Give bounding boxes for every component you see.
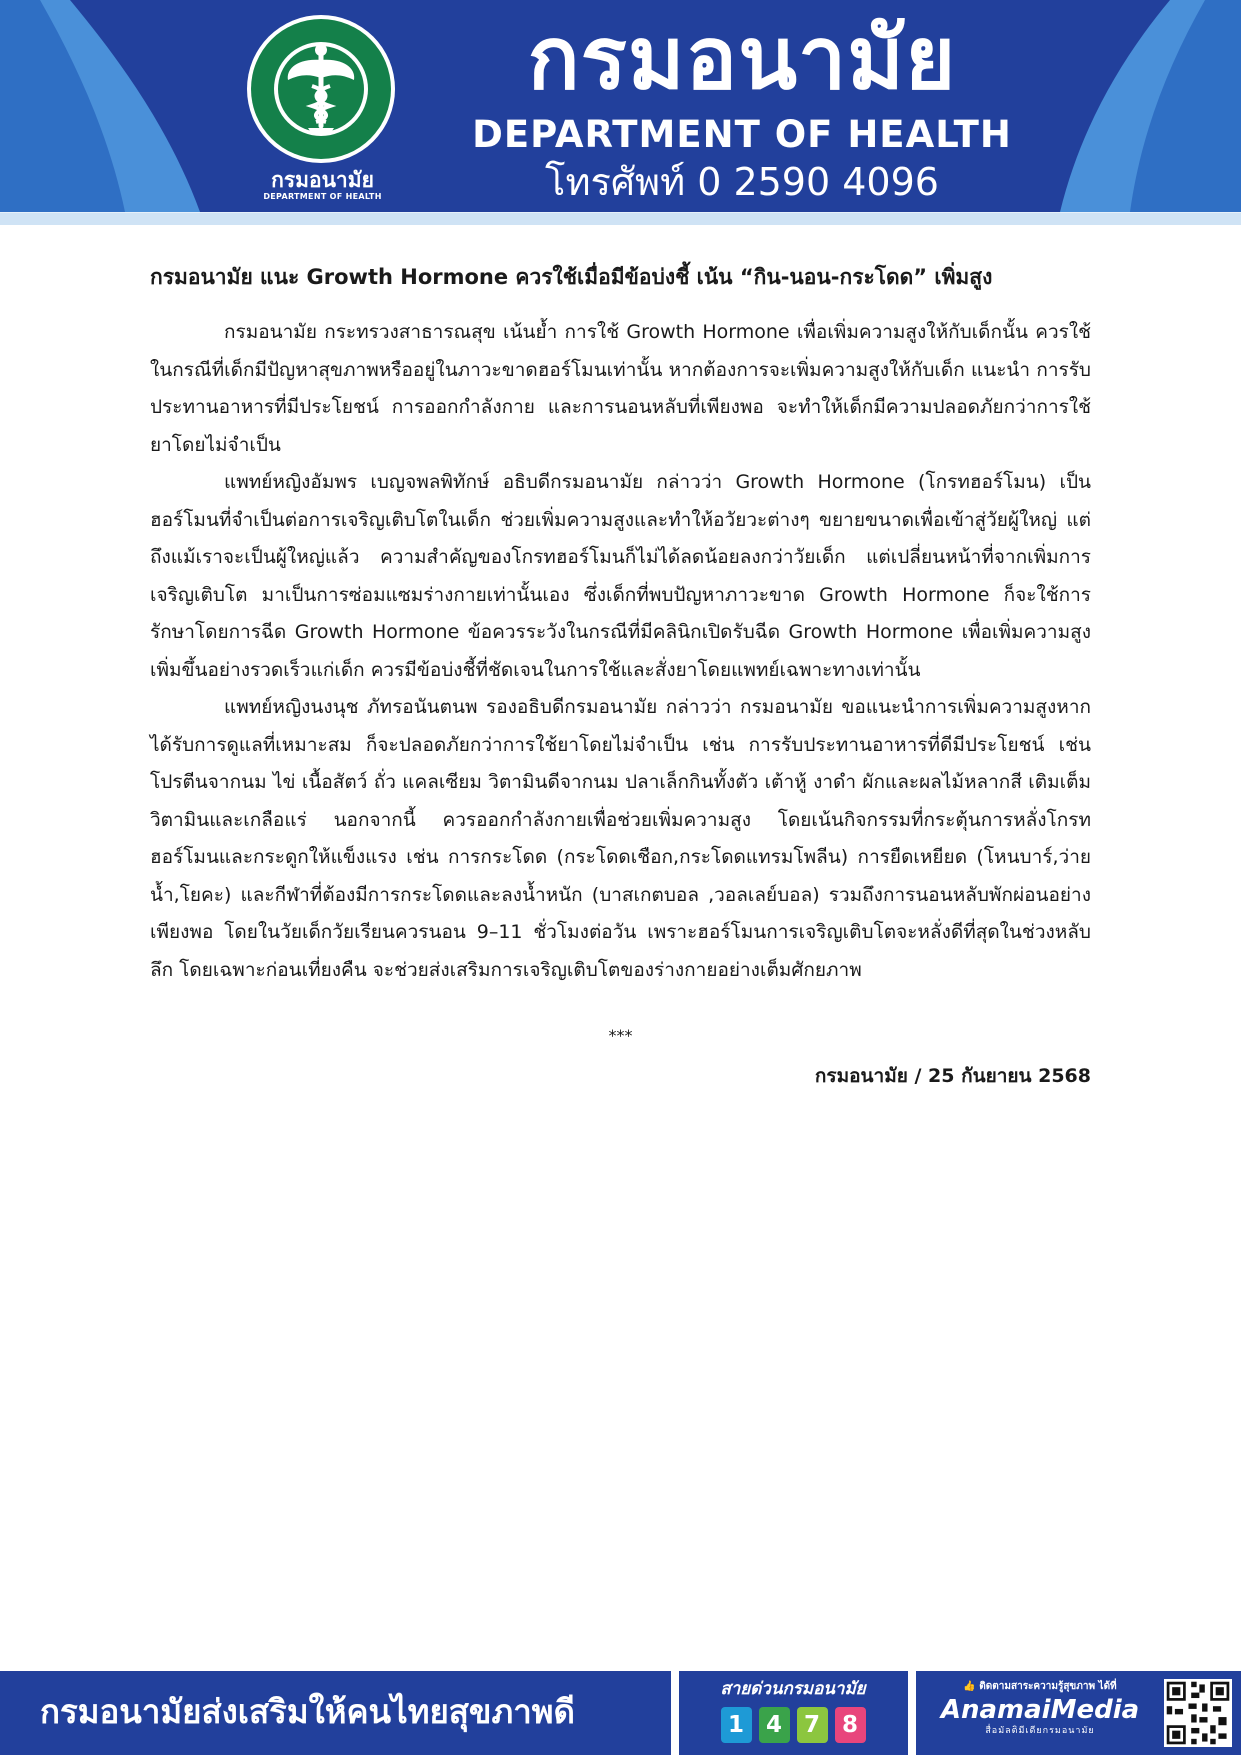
paragraph-1: กรมอนามัย กระทรวงสาธารณสุข เน้นย้ำ การใช้ Growth Hormone เพื่อเพิ่มความสูงให้กับเด็กนั้น ควรใช้ในกรณีที่เด็กมีปัญหาสุขภาพหรืออยู่ในภาวะขาดฮอร์โมนเท่านั้น หากต้องการจะเพิ่มความสูงให้กับเด็ก แนะนำ การรับประทานอาหารที่มีประโยชน์ การออกกำลังกาย และการนอนหลับที่เพียงพอ จะทำให้เด็กมีความปลอดภัยกว่าการใช้ยาโดยไม่จำเป็น [150, 321, 1091, 456]
media-tagline [925, 1679, 1155, 1695]
press-release-headline: กรมอนามัย แนะ Growth Hormone ควรใช้เมื่อมีข้อบ่งชี้ เน้น “กิน-นอน-กระโดด” เพิ่มสูง [150, 265, 993, 289]
hotline-label: สายด่วนกรมอนามัย [720, 1679, 866, 1699]
hotline-block [683, 1677, 903, 1743]
media-subtitle: สื่อมัลติมีเดียกรมอนามัย [985, 1726, 1095, 1736]
seal-caption-english: DEPARTMENT OF HEALTH [263, 192, 382, 201]
hotline-digit: 7 [797, 1707, 828, 1743]
seal-caption-thai: กรมอนามัย [271, 168, 374, 192]
media-name: AnamaiMedia [940, 1695, 1140, 1725]
department-phone: โทรศัพท์ 0 2590 4096 [545, 160, 939, 204]
qr-code-icon [1164, 1679, 1232, 1747]
footer-divider [908, 1671, 916, 1755]
footer-banner [0, 1671, 1241, 1755]
anamai-media-block [925, 1679, 1155, 1737]
hotline-digit: 1 [721, 1707, 752, 1743]
seal-caption [230, 168, 415, 202]
letterhead-header [0, 0, 1241, 225]
department-title-english: DEPARTMENT OF HEALTH [472, 113, 1012, 156]
department-title-thai: กรมอนามัย [527, 9, 957, 109]
paragraph-2: แพทย์หญิงอัมพร เบญจพลพิทักษ์ อธิบดีกรมอนามัย กล่าวว่า Growth Hormone (โกรทฮอร์โมน) เป็นฮอร์โมนที่จำเป็นต่อการเจริญเติบโตในเด็ก ช่วยเพิ่มความสูงและทำให้อวัยวะต่างๆ ขยายขนาดเพื่อเข้าสู่วัยผู้ใหญ่ แต่ถึงแม้เราจะเป็นผู้ใหญ่แล้ว ความสำคัญของโกรทฮอร์โมนก็ไม่ได้ลดน้อยลงกว่าวัยเด็ก แต่เปลี่ยนหน้าที่จากเพิ่มการเจริญเติบโต มาเป็นการซ่อมแซมร่างกายเท่านั้นเอง ซึ่งเด็กที่พบปัญหาภาวะขาด Growth Hormone ก็จะใช้การรักษาโดยการฉีด Growth Hormone ข้อควรระวังในกรณีที่มีคลินิกเปิดรับฉีด Growth Hormone เพื่อเพิ่มความสูงเพิ่มขึ้นอย่างรวดเร็วแก่เด็ก ควรมีข้อบ่งชี้ที่ชัดเจนในการใช้และสั่งยาโดยแพทย์เฉพาะทางเท่านั้น [150, 471, 1091, 681]
hotline-digit: 8 [835, 1707, 866, 1743]
section-separator: *** [608, 1026, 633, 1045]
footer-slogan: กรมอนามัยส่งเสริมให้คนไทยสุขภาพดี [40, 1692, 575, 1731]
footer-divider [671, 1671, 679, 1755]
ministry-seal-logo [246, 14, 396, 164]
hotline-number [683, 1707, 903, 1743]
press-release-body [150, 262, 1091, 1091]
media-tagline-text: ติดตามสาระความรู้สุขภาพ ได้ที่ [979, 1681, 1117, 1692]
thumbs-up-icon: 👍 [963, 1681, 976, 1692]
dateline: กรมอนามัย / 25 กันยายน 2568 [814, 1065, 1091, 1087]
hotline-digit: 4 [759, 1707, 790, 1743]
paragraph-3: แพทย์หญิงนงนุช ภัทรอนันตนพ รองอธิบดีกรมอนามัย กล่าวว่า กรมอนามัย ขอแนะนำการเพิ่มความสูงหากได้รับการดูแลที่เหมาะสม ก็จะปลอดภัยกว่าการใช้ยาโดยไม่จำเป็น เช่น การรับประทานอาหารที่ดีมีประโยชน์ เช่น โปรตีนจากนม ไข่ เนื้อสัตว์ ถั่ว แคลเซียม วิตามินดีจากนม ปลาเล็กกินทั้งตัว เต้าหู้ งาดำ ผักและผลไม้หลากสี เติมเต็มวิตามินและเกลือแร่ นอกจากนี้ ควรออกกำลังกายเพื่อช่วยเพิ่มความสูง โดยเน้นกิจกรรมที่กระตุ้นการหลั่งโกรทฮอร์โมนและกระดูกให้แข็งแรง เช่น การกระโดด (กระโดดเชือก,กระโดดแทรมโพลีน) การยืดเหยียด (โหนบาร์,ว่ายน้ำ,โยคะ) และกีฬาที่ต้องมีการกระโดดและลงน้ำหนัก (บาสเกตบอล ,วอลเลย์บอล) รวมถึงการนอนหลับพักผ่อนอย่างเพียงพอ โดยในวัยเด็กวัยเรียนควรนอน 9–11 ชั่วโมงต่อวัน เพราะฮอร์โมนการเจริญเติบโตจะหลั่งดีที่สุดในช่วงหลับลึก โดยเฉพาะก่อนเที่ยงคืน จะช่วยส่งเสริมการเจริญเติบโตของร่างกายอย่างเต็มศักยภาพ [150, 696, 1091, 981]
